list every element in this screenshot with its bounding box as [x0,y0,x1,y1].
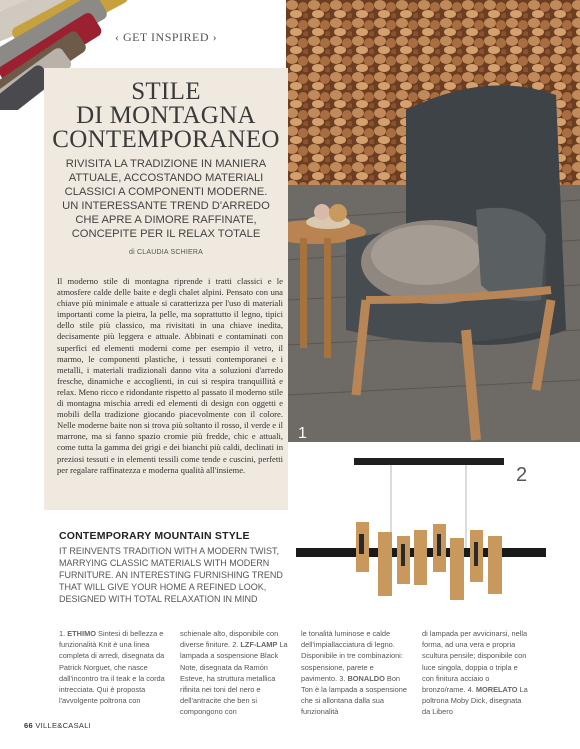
caption-column-1 [59,628,167,706]
page-footer [24,721,91,730]
page-number: 66 [24,721,33,730]
photo-illustration [286,0,580,442]
caption-text: La lampada a sospensione Black Note, disegnata da Ramón Esteve, ha struttura metallica rifinita nei toni del nero e dell'antracite che ben si compongono con [180,640,288,717]
image-number: 2 [516,464,528,486]
caption-column-4 [422,628,530,718]
chevron-left-icon: ‹ [114,30,120,44]
brand-name: ETHIMO [67,629,96,638]
caption-number: 1. [59,629,66,638]
body-text-italian: Il moderno stile di montagna riprende i tratti classici e le atmosfere calde delle baite e degli chalet alpini. Pensato con una chiave più minimale e attuale si caratterizza per l'uso di materiali importanti come la pietra, la pelle, ma soprattutto il legno, tipici dello stile più classico, ma rivisitati in una chiave inedita, decisamente più leggera e attuale. Abbinati e contaminati con superfici ed elementi moderni come per esempio il vetro, il marmo, le componenti plastiche, i tessuti contemporanei e i metalli, i materiali tradizionali danno vita a soluzioni d'arredo fresche, dinamiche e accoglienti, in cui si respira tranquillità e relax. Meno ricco e ridondante rispetto al passato il moderno stile di montagna mischia arredi ed elementi di design con oggetti e mobili della tradizione giocando piacevolmente con il colore. Nelle moderne baite non si trova più soltanto il rosso, il verde e il marrone, ma si fanno spazio cromie più fredde, chic e attuali, come tutta la gamma dei grigi e dei bianchi più caldi, declinati in preziosi tessuti e in elementi tessili come tende e cuscini, perfetti per regalare raffinatezza e moderna qualità all'insieme. [57,276,283,475]
caption-text: le tonalità luminose e calde dell'impiallacciatura di legno. Disponibile in tre combinazioni: sospensione, parete e pavimento. [301,629,403,683]
caption-text: di lampada per avvicinarsi, nella forma, ad una vera e propria scultura pensile; disponibile con luce singola, doppia o tripla e con finitura acciaio o bronzo/rame. [422,629,528,695]
title-line-3: CONTEMPORANEO [52,126,280,153]
caption-number: 3. [339,673,346,683]
kicker [44,30,288,45]
intro-text: RIVISITA LA TRADIZIONE IN MANIERA ATTUALE, ACCOSTANDO MATERIALI CLASSICI A COMPONENTI MODERNE. UN INTERESSANTE TREND D'ARREDO CHE APRE A DIMORE RAFFINATE, CONCEPITE PER IL RELAX TOTALE [62,158,270,240]
title-line-2: DI MONTAGNA [76,102,256,129]
english-intro: IT REINVENTS TRADITION WITH A MODERN TWIST, MARRYING CLASSIC MATERIALS WITH MODERN FURNITURE. AN INTERESTING FURNISHING TREND THAT WILL GIVE YOUR HOME A REFINED LOOK, DESIGNED WITH TOTAL RELAXATION IN MIND [59,546,283,604]
photo-number: 1 [298,425,307,442]
caption-column-2 [180,628,288,718]
caption-number: 2. [232,640,239,650]
english-title: CONTEMPORARY MOUNTAIN STYLE [59,530,250,542]
caption-text: schienale alto, disponibile con diverse finiture. [180,629,279,650]
caption-column-3 [301,628,409,718]
brand-name: MORELATO [475,685,518,695]
caption-text: Sintesi di bellezza e funzionalità Knit è una linea completa di arredi, disegnata da Patrick Norguet, che nasce dall'incontro tra il teak e la corda intrecciata. Qui è proposta l'avvolgente poltrona con [59,629,165,706]
page-title [44,80,288,152]
kicker-label: GET INSPIRED [122,30,210,44]
byline: di CLAUDIA SCHIERA [128,249,203,256]
hero-photo-chair [286,0,580,442]
caption-number: 4. [467,685,474,695]
caption-text: Bon Ton è la lampada a sospensione che si allontana dalla sua funzionalità [301,673,408,717]
brand-name: BONALDO [347,673,385,683]
caption-text: La poltrona Moby Dick, disegnata da Libero [422,685,528,717]
brand-name: LZF-LAMP [240,640,278,650]
chevron-right-icon: › [212,30,218,44]
title-line-1: STILE [131,78,201,105]
magazine-name: VILLE&CASALI [35,721,92,730]
